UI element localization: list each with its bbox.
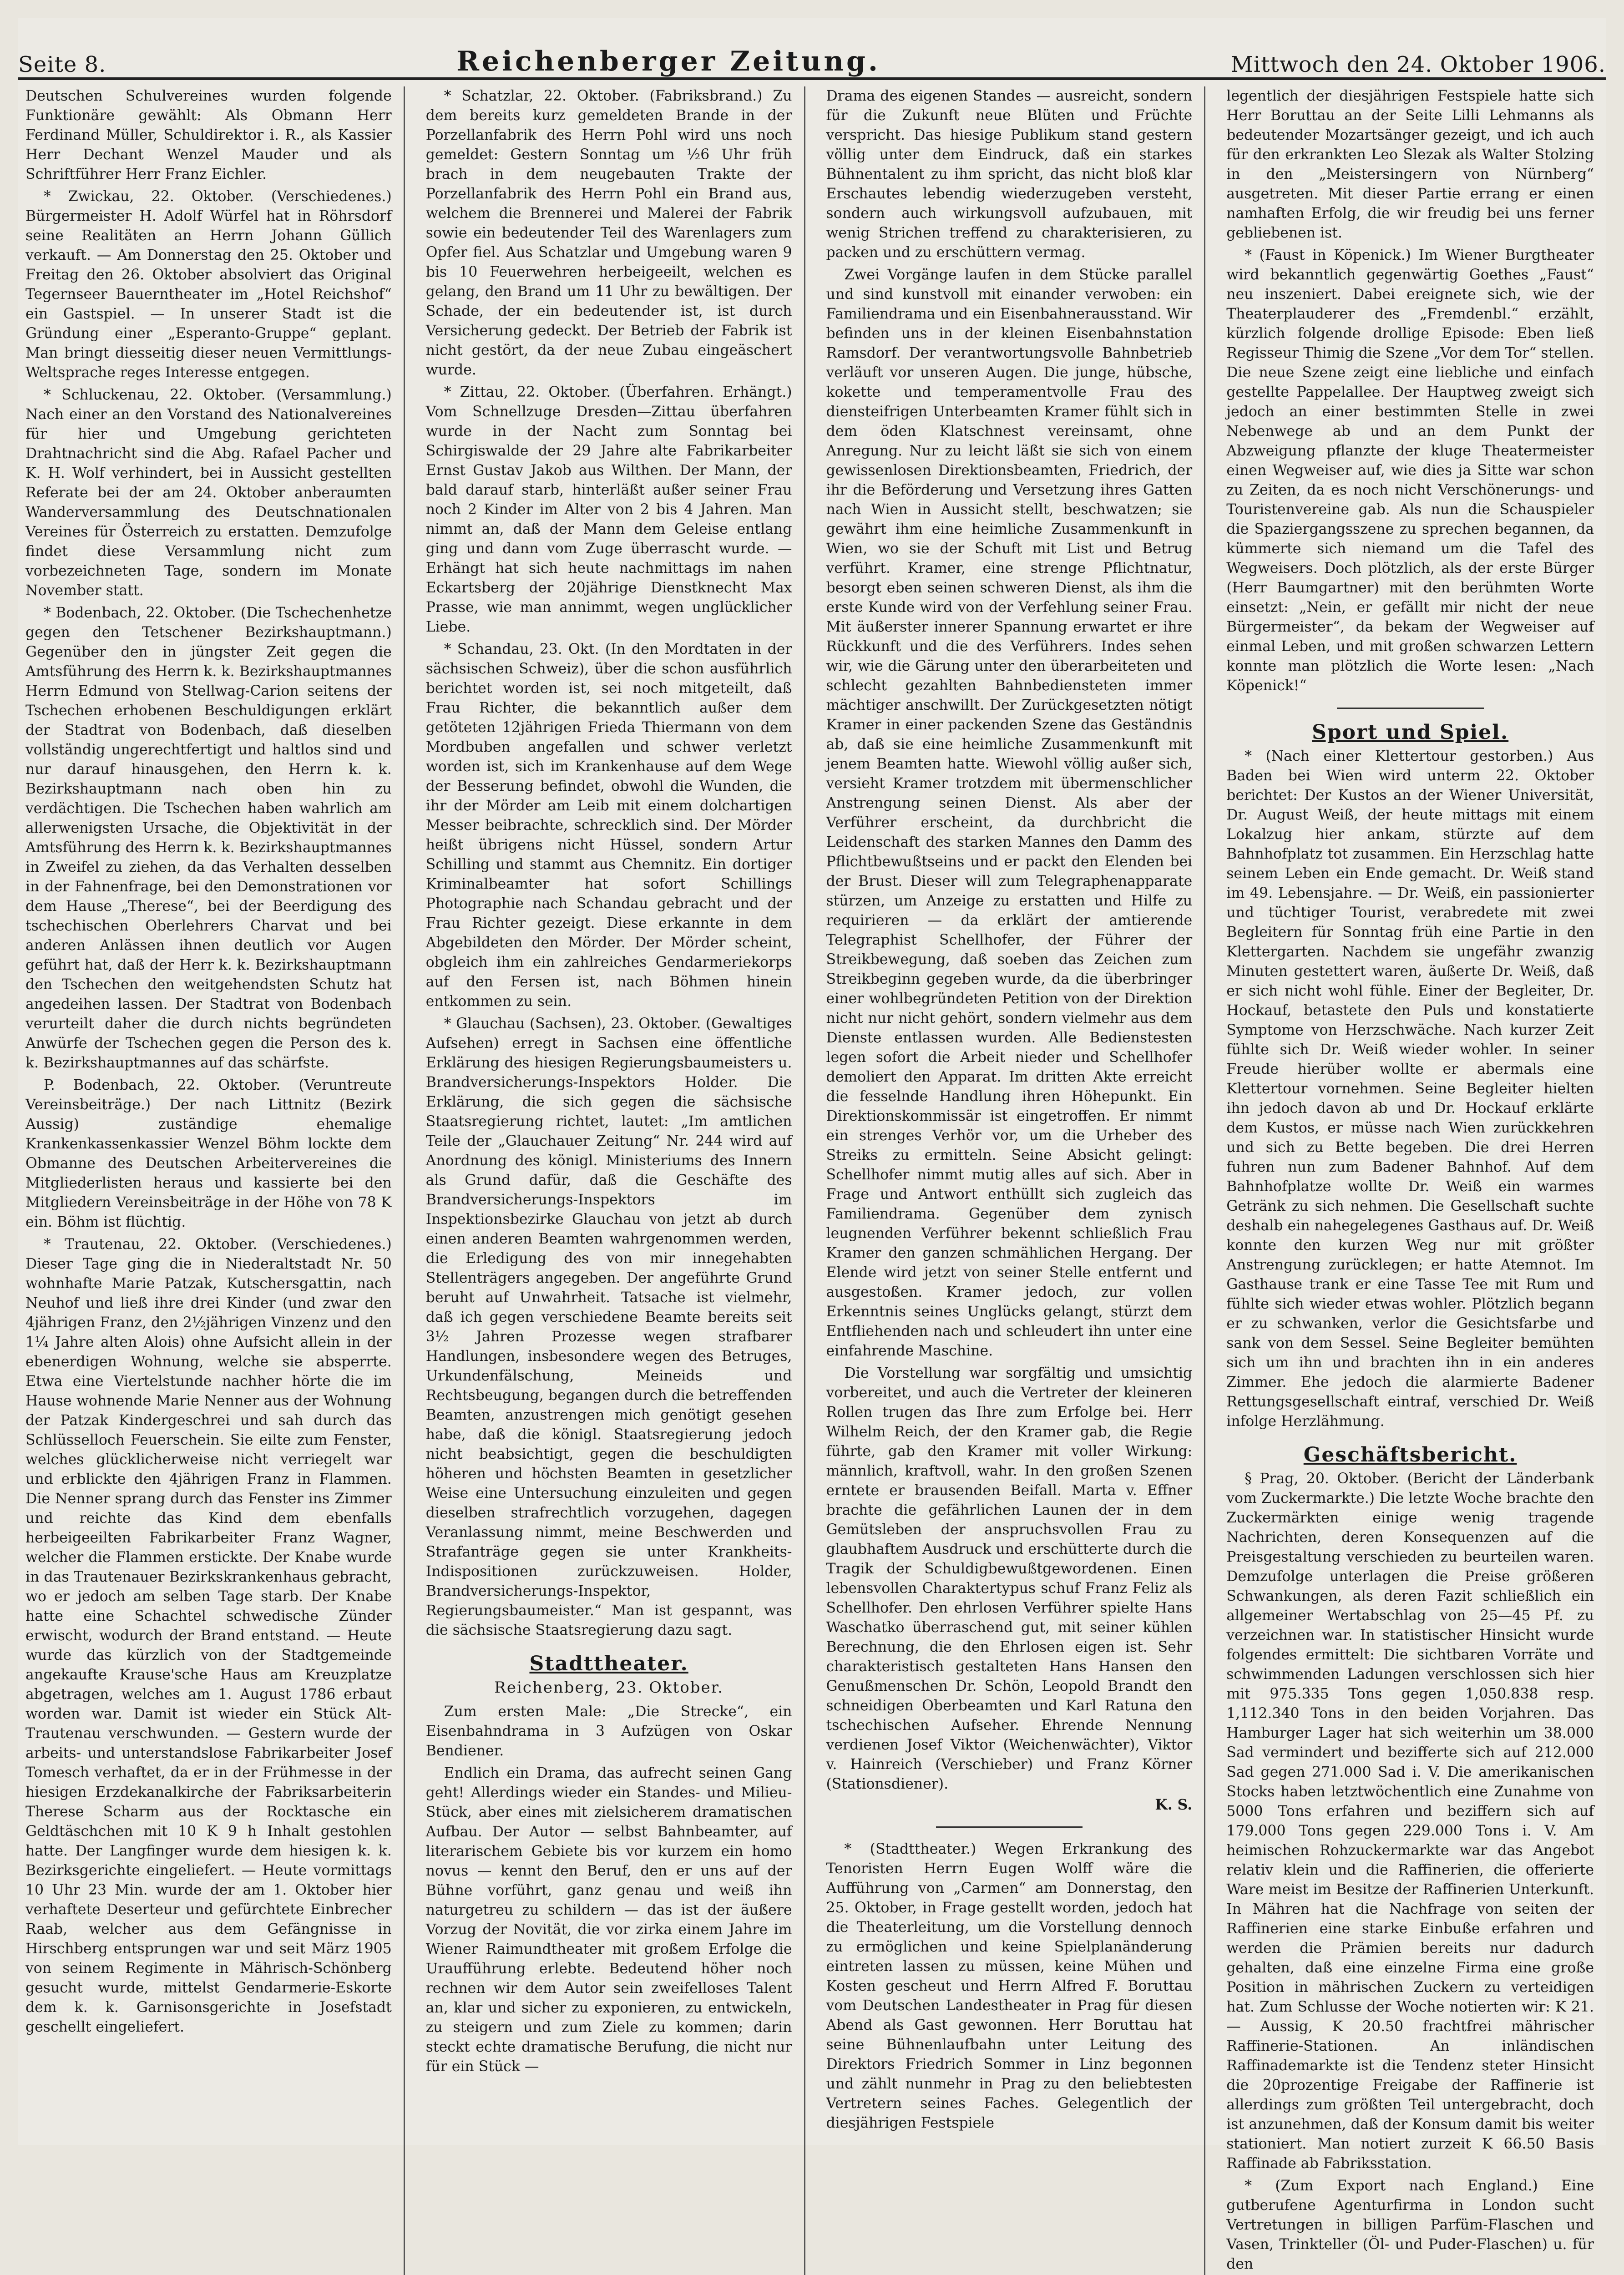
article-bodenbach-2: P. Bodenbach, 22. Oktober. (Veruntreute Vereinsbeiträge.) Der nach Littnitz (Bezirk Aussig) zuständige ehemalige Krankenkassenkassier Wenzel Böhm lockte dem Obmanne des Deutschen Arbeitervereines die Mitgliederlisten heraus und kassierte bei den Mitgliedern Vereinsbeiträge in der Höhe von 78 K ein. Böhm ist flüchtig. (25, 1077, 392, 1230)
divider (936, 1826, 1083, 1828)
page-header (18, 18, 1606, 80)
article-text: Deutschen Schulvereines wurden folgende Funktionäre gewählt: Als Obmann Herr Ferdinand Müller, Schuldirektor i. R., als Kassier Herr Dechant Wenzel Mauder und als Schriftführer Herr Franz Eichler. (25, 88, 392, 182)
article-schluckenau: * Schluckenau, 22. Oktober. (Versammlung.) Nach einer an den Vorstand des Nationalvereines für hier und Umgebung gerichteten Drahtnachricht sind die Abg. Rafael Pacher und K. H. Wolf verhindert, bei in Aussicht gestellten Referate bei der am 24. Oktober anberaumten Wanderversammlung des Deutschnationalen Vereines für Österreich zu erstatten. Demzufolge findet diese Versammlung nicht zum vorbezeichneten Tage, sondern im Monate November statt. (25, 387, 392, 599)
review-plot: Zwei Vorgänge laufen in dem Stücke parallel und sind kunstvoll mit einander verwoben: ein Familiendrama und ein Eisenbahnerausstand. Wir befinden uns in der kleinen Eisenbahnstation Ramsdorf. Der verantwortungsvolle Bahnbetrieb verläuft vor unseren Augen. Die junge, hübsche, kokette und temperamentvolle Frau des diensteifrigen Unterbeamten Kramer fühlt sich in dem öden Klatschnest vereinsamt, ohne Anregung. Nur zu leicht läßt sie sich von einem gewissenlosen Direktionsbeamten, Friedrich, der ihr die Beförderung und Versetzung ihres Gatten nach Wien in Aussicht stellt, beschwatzen; sie gewährt ihm eine heimliche Zusammenkunft in Wien, wo sie der Schuft mit List und Betrug verführt. Kramer, eine strenge Pflichtnatur, besorgt eben seinen schweren Dienst, als ihm die erste Kunde wird von der Verfehlung seiner Frau. Mit äußerster innerer Spannung erwartet er ihre Rückkunft und die des Verführers. Indes sehen wir, wie die Gärung unter den überarbeiteten und schlecht gezahlten Bahnbediensteten immer mächtiger anschwillt. Der Zurückgesetzten nötigt Kramer in einer packenden Szene das Geständnis ab, daß sie eine heimliche Zusammenkunft mit jenem Beamten hatte. Wiewohl völlig außer sich, versieht Kramer trotzdem mit übermenschlicher Anstrengung seinen Dienst. Als aber der Verführer erscheint, da durchbricht die Leidenschaft des starken Mannes den Damm des Pflichtbewußtseins und er packt den Elenden bei der Brust. Dieser will zum Telegraphenapparate stürzen, um Anzeige zu erstatten und Hilfe zu requirieren — da erklärt der amtierende Telegraphist Schellhofer, der Führer der Streikbewegung, daß soeben das Zeichen zum Streikbeginn gegeben wurde, da die überbringer einer wohlbegründeten Petition von der Direktion nicht nur nicht gehört, sondern vielmehr aus dem Dienste entlassen wurden. Alle Bedienstesten legen sofort die Arbeit nieder und Schellhofer demoliert den Apparat. Im dritten Akte erreicht die fesselnde Handlung ihren Höhepunkt. Ein Direktionskommissär ist eingetroffen. Er nimmt ein strenges Verhör vor, um die Urheber des Streiks zu ermitteln. Seine Absicht gelingt: Schellhofer nimmt mutig alles auf sich. Aber in Frage und Antwort enthüllt sich zugleich das Familiendrama. Gegenüber dem zynisch leugnenden Verführer bekennt schließlich Frau Kramer den ganzen schmählichen Hergang. Der Elende wird jetzt von seiner Stelle entfernt und ausgestoßen. Kramer jedoch, zur vollen Erkenntnis seines Unglücks gelangt, stürzt dem Entfliehenden nach und schleudert ihn unter eine einfahrende Maschine. (826, 267, 1193, 1359)
article-zittau: * Zittau, 22. Oktober. (Überfahren. Erhängt.) Vom Schnellzuge Dresden—Zittau überfahren wurde in der Nacht zum Sonntag bei Schirgiswalde der 29 Jahre alte Fabrikarbeiter Ernst Gustav Jakob aus Wilthen. Der Mann, der bald darauf starb, hinterläßt außer seiner Frau noch 2 Kinder im Alter von 2 bis 4 Jahren. Man nimmt an, daß der Mann dem Geleise entlang ging und dann vom Zuge überrascht wurde. — Erhängt hat sich heute nachmittags im nahen Eckartsberg der 20jährige Dienstknecht Max Prasse, wie man annimmt, wegen unglücklicher Liebe. (425, 384, 792, 635)
article-stadttheater: * (Stadttheater.) Wegen Erkrankung des Tenoristen Herrn Eugen Wolff wäre die Aufführung von „Carmen“ am Donnerstag, den 25. Oktober, in Frage gestellt worden, jedoch hat die Theaterleitung, um die Vorstellung dennoch zu ermöglichen und keine Spielplanänderung eintreten lassen zu müssen, keine Mühen und Kosten gescheut und Herrn Alfred F. Boruttau vom Deutschen Landestheater in Prag für diesen Abend als Gast gewonnen. Herr Boruttau hat seine Bühnenlaufbahn unter Leitung des Direktors Friedrich Sommer in Linz begonnen und zählt nunmehr in Prag zu den beliebtesten Vertretern seines Faches. Gelegentlich der diesjährigen Festspiele (826, 1841, 1193, 2131)
review-intro: Zum ersten Male: „Die Strecke“, ein Eisenbahndrama in 3 Aufzügen von Oskar Bendiener. (425, 1704, 792, 1759)
divider (1337, 708, 1484, 709)
section-subheading: Reichenberg, 23. Oktober. (494, 1678, 724, 1697)
section-heading-theater: Stadttheater. (529, 1652, 688, 1675)
article-glauchau: * Glauchau (Sachsen), 23. Oktober. (Gewaltiges Aufsehen) erregt in Sachsen eine öffentliche Erklärung des hiesigen Regierungsbaumeisters u. Brandversicherungs-Inspektors Holder. Die Erklärung, die sich gegen die sächsische Staatsregierung richtet, lautet: „Im amtlichen Teile der „Glauchauer Zeitung“ Nr. 244 wird auf Anordnung des königl. Ministeriums des Innern als Grund dafür, daß die Geschäfte des Brandversicherungs-Inspektors im Inspektionsbezirke Glauchau von jetzt ab durch einen anderen Beamten wahrgenommen werden, die Erledigung des von mir innegehabten Stellenträgers angegeben. Der angeführte Grund beruht auf Unwahrheit. Tatsache ist vielmehr, daß ich gegen verschiedene Beamte bereits seit 3½ Jahren Prozesse wegen strafbarer Handlungen, insbesondere wegen des Betruges, Urkundenfälschung, Meineids und Rechtsbeugung, begangen durch die betreffenden Beamten, anzustrengen mich genötigt gesehen habe, daß die königl. Staatsregierung jedoch nicht beabsichtigt, gegen die beschuldigten höheren und höchsten Beamten in gesetzlicher Weise eine Untersuchung einzuleiten und gegen dieselben strafrechtlich vorzugehen, dagegen Veranlassung nimmt, meine Beschwerden und Strafanträge gegen sie unter Krankheits-Indispositionen zurückzuweisen. Holder, Brandversicherungs-Inspektor, Regierungsbaumeister.“ Man ist gespannt, was die sächsische Staatsregierung dazu sagt. (425, 1016, 792, 1638)
article-zuckermarkt: § Prag, 20. Oktober. (Bericht der Länderbank vom Zuckermarkte.) Die letzte Woche brachte den Zuckermärkten einige wenig tragende Nachrichten, deren Konsequenzen auf die Preisgestaltung verschieden zu beurteilen waren. Demzufolge unterlagen die Preise größeren Schwankungen, als deren Fazit schließlich ein allgemeiner Wertabschlag von 25—45 Pf. zu verzeichnen war. In statistischer Hinsicht wurde folgendes ermittelt: Die sichtbaren Vorräte und schwimmenden Ladungen verschlossen sich hier mit 975.335 Tons gegen 1,050.838 resp. 1,112.340 Tons in den beiden Vorjahren. Das Hamburger Lager hat sich weiterhin um 38.000 Sad vermindert und bezifferte sich auf 212.000 Sad gegen 271.000 Sad i. V. Die amerikanischen Stocks haben letztwöchentlich eine Zunahme von 5000 Tons erfahren und beziffern sich auf 179.000 Tons gegen 229.000 Tons i. V. Am heimischen Rohzuckermarkte war das Angebot relativ klein und die Raffinerien, die offerierte Ware meist im Besitze der Raffinerien Unterkunft. In Mähren hat die Nachfrage von seiten der Raffinerien eine starke Einbuße erfahren und werden die Prämien bereits nur dadurch gehalten, daß eine einzelne Firma eine große Position in mährischen Zuckern zu verteidigen hat. Zum Schlusse der Woche notierten wir: K 21.— Aussig, K 20.50 frachtfrei mährischer Raffinerie-Stationen. An inländischen Raffinademarkte ist die Tendenz steter Hinsicht die 20prozentige Freigabe der Raffinerie ist allerdings zum größten Teil untergebracht, doch ist anzunehmen, daß der Konsum damit bis weiter stationiert. Man notiert zurzeit K 66.50 Basis Raffinade ab Fabriksstation. (1226, 1471, 1594, 2172)
article-export: * (Zum Export nach England.) Eine gutberufene Agenturfirma in London sucht Vertretungen in billigen Parfüm-Flaschen und Vasen, Trinkteller (Öl- und Puder-Flaschen) u. für den (1226, 2178, 1594, 2272)
column-3 (819, 86, 1206, 2275)
article-schandau: * Schandau, 23. Okt. (In den Mordtaten in der sächsischen Schweiz), über die schon ausführlich berichtet worden ist, sei noch mitgeteilt, daß Frau Richter, die bekanntlich außer dem getöteten 12jährigen Frieda Thiermann von dem Mordbuben angefallen und schwer verletzt worden ist, sich im Krankenhause auf dem Wege der Besserung befindet, obwohl die Wunden, die ihr der Mörder am Leib mit einem dolchartigen Messer beibrachte, schrecklich sind. Der Mörder heißt übrigens nicht Hüssel, sondern Artur Schilling und stammt aus Chemnitz. Ein dortiger Kriminalbeamter hat sofort Schillings Photographie nach Schandau gebracht und der Frau Richter gezeigt. Diese erkannte in dem Abgebildeten den Mörder. Der Mörder scheint, obgleich ihm ein zahlreiches Gendarmeriekorps auf den Fersen ist, nach Böhmen hinein entkommen zu sein. (425, 641, 792, 1010)
section-heading-sport: Sport und Spiel. (1312, 721, 1509, 744)
article-schatzlar: * Schatzlar, 22. Oktober. (Fabriksbrand.) Zu dem bereits kurz gemeldeten Brande in der Porzellanfabrik des Herrn Pohl wird uns noch gemeldet: Gestern Sonntag um ½6 Uhr früh brach in dem neugebauten Trakte der Porzellanfabrik des Herrn Pohl ein Brand aus, welchem die Brennerei und Malerei der Fabrik sowie ein bedeutender Teil des Warenlagers zum Opfer fiel. Aus Schatzlar und Umgebung waren 9 bis 10 Feuerwehren herbeigeeilt, welchen es gelang, den Brand um 11 Uhr zu bewältigen. Der Schade, der ein bedeutender ist, ist durch Versicherung gedeckt. Der Betrieb der Fabrik ist nicht gestört, da der neue Zubau eingeäschert wurde. (425, 88, 792, 378)
review-cast: Die Vorstellung war sorgfältig und umsichtig vorbereitet, und auch die Vertreter der kleineren Rollen trugen das Ihre zum Erfolge bei. Herr Wilhelm Reich, der den Kramer gab, die Regie führte, gab den Kramer mit voller Wirkung: männlich, kraftvoll, wahr. In den großen Szenen erntete er brausenden Beifall. Marta v. Effner brachte die gefährlichen Launen der in dem Gemütsleben der anspruchsvollen Frau zu glaubhaftem Ausdruck und erschütterte durch die Tragik der Schuldigbewußtgewordenen. Einen lebensvollen Charaktertypus schuf Franz Feliz als Schellhofer. Den ehrlosen Verführer spielte Hans Waschatko überraschend gut, mit seiner kühlen Berechnung, die den Ehrlosen eigen ist. Sehr charakteristisch gestalteten Hans Hansen den Genußmenschen Dr. Schön, Leopold Brandt den schneidigen Oberbeamten und Karl Ratuna den tschechischen Aufseher. Ehrende Nennung verdienen Josef Viktor (Weichenwächter), Viktor v. Hainreich (Verschieber) und Franz Körner (Stationsdiener). (826, 1365, 1193, 1792)
article-text-cont: legentlich der diesjährigen Festspiele hatte sich Herr Boruttau an der Seite Lilli Lehmanns als bedeutender Mozartsänger gezeigt, und ich auch für den erkrankten Leo Slezak als Walter Stolzing in den „Meistersingern von Nürnberg“ ausgetreten. Mit dieser Partie errang er einen namhaften Erfolg, die wir freudig bei uns ferner gebliebenen ist. (1226, 88, 1594, 241)
article-bodenbach: * Bodenbach, 22. Oktober. (Die Tschechenhetze gegen den Tetschener Bezirkshauptmann.) Gegenüber den in jüngster Zeit gegen die Amtsführung des Herrn k. k. Bezirkshauptmannes Herrn Edmund von Stellwag-Carion seitens der Tschechen erhobenen Beschuldigungen erklärt der Stadtrat von Bodenbach, daß dieselben vollständig ungerechtfertigt und haltlos sind und nur darauf hinausgehen, den Herrn k. k. Bezirkshauptmann nach oben hin zu verdächtigen. Die Tschechen haben wahrlich am allerwenigsten Ursache, die Objektivität in der Amtsführung des Herrn k. k. Bezirkshauptmannes in Zweifel zu ziehen, da das Verhalten desselben in der Fahnenfrage, bei den Demonstrationen vor dem Hause „Therese“, bei der Beerdigung des tschechischen Oberlehrers Charvat und bei anderen Anlässen ihnen deutlich vor Augen geführt hat, daß der Herr k. k. Bezirkshauptmann den Tschechen den weitgehendsten Schutz hat angedeihen lassen. Der Stadtrat von Bodenbach verurteilt daher die durch nichts begründeten Anwürfe der Tschechen gegen die Person des k. k. Bezirkshauptmannes auf das schärfste. (25, 605, 392, 1071)
article-klettertour: * (Nach einer Klettertour gestorben.) Aus Baden bei Wien wird unterm 22. Oktober berichtet: Der Kustos an der Wiener Universität, Dr. August Weiß, der heute mittags mit einem Lokalzug hier ankam, stürzte auf dem Bahnhofplatz tot zusammen. Ein Herzschlag hatte seinem Leben ein Ende gemacht. Dr. Weiß stand im 49. Lebensjahre. — Dr. Weiß, ein passionierter und tüchtiger Tourist, verabredete mit zwei Begleitern für Sonntag früh eine Partie in den Klettergarten. Nachdem sie ungefähr zwanzig Minuten gestettert waren, äußerte Dr. Weiß, daß er sich nicht wohl fühle. Einer der Begleiter, Dr. Hockauf, betastete den Puls und konstatierte Symptome von Herzschwäche. Nach kurzer Zeit fühlte sich Dr. Weiß wieder wohler. In seiner Freude hierüber wollte er abermals eine Klettertour vornehmen. Seine Begleiter hielten ihn jedoch davon ab und Dr. Hockauf erklärte dem Kustos, er müsse nach Wien zurückkehren und sich zu Bette begeben. Die drei Herren fuhren nun zum Badener Bahnhof. Auf dem Bahnhofplatze wollte Dr. Weiß ein warmes Getränk zu sich nehmen. Die Gesellschaft suchte deshalb ein nahegelegenes Gasthaus auf. Dr. Weiß konnte den kurzen Weg nur mit größter Anstrengung zurücklegen; er hatte Atemnot. Im Gasthause trank er eine Tasse Tee mit Rum und fühlte sich wieder etwas wohler. Plötzlich begann er zu schwanken, verlor die Gesichtsfarbe und sank von dem Sessel. Seine Begleiter bemühten sich um ihn und brachten ihn in ein anderes Zimmer. Ehe jedoch die alarmierte Badener Rettungsgesellschaft eintraf, verschied Dr. Weiß infolge Herzlähmung. (1226, 748, 1594, 1430)
review-text-cont: Drama des eigenen Standes — ausreicht, sondern für die Zukunft neue Blüten und Früchte verspricht. Das hiesige Publikum stand gestern völlig unter dem Eindruck, daß ein starkes Bühnentalent zu ihm spricht, das nicht bloß klar Erschautes lebendig wiederzugeben versteht, sondern auch wirkungsvoll aufzubauen, mit wenig Strichen treffend zu charakterisieren, zu packen und zu erschüttern vermag. (826, 88, 1193, 261)
section-heading-business: Geschäftsbericht. (1303, 1443, 1517, 1466)
masthead: Reichenberger Zeitung. (456, 46, 880, 77)
issue-date: Mittwoch den 24. Oktober 1906. (1230, 52, 1606, 77)
review-text: Endlich ein Drama, das aufrecht seinen Gang geht! Allerdings wieder ein Standes- und Milieu-Stück, aber eines mit zielsicherem dramatischen Aufbau. Der Autor — selbst Bahnbeamter, auf literarischem Gebiete bis vor kurzem ein homo novus — kennt den Beruf, den er uns auf der Bühne vorführt, ganz genau und weiß ihn naturgetreu zu schildern — das ist der äußere Vorzug der Novität, die vor zirka einem Jahre im Wiener Raimundtheater mit großem Erfolge die Uraufführung erlebte. Bedeutend höher noch rechnen wir dem Autor sein zweifelloses Talent an, klar und sicher zu exponieren, zu entwickeln, zu steigern und zum Ziele zu kommen; darin steckt echte dramatische Berufung, die nicht nur für ein Stück — (425, 1765, 792, 2075)
article-zwickau: * Zwickau, 22. Oktober. (Verschiedenes.) Bürgermeister H. Adolf Würfel hat in Röhrsdorf seine Realitäten an Herrn Johann Güllich verkauft. — Am Donnerstag den 25. Oktober und Freitag den 26. Oktober absolviert das Original Tegernseer Bauerntheater im „Hotel Reichshof“ ein Gastspiel. — In unserer Stadt ist die Gründung einer „Esperanto-Gruppe“ geplant. Man bringt diesseitig dieser neuen Vermittlungs-Weltsprache reges Interesse entgegen. (25, 188, 392, 381)
column-4 (1219, 86, 1606, 2275)
article-columns (18, 86, 1606, 2272)
review-signature: K. S. (1155, 1796, 1193, 1813)
column-1 (18, 86, 405, 2275)
page-number: Seite 8. (18, 52, 106, 77)
article-faust: * (Faust in Köpenick.) Im Wiener Burgtheater wird bekanntlich gegenwärtig Goethes „Faust“ neu inszeniert. Dabei ereignete sich, wie der Theaterplauderer des „Fremdenbl.“ erzählt, kürzlich folgende drollige Episode: Eben ließ Regisseur Thimig die Szene „Vor dem Tor“ stellen. Die neue Szene zeigt eine liebliche und einfach gestellte Pappelallee. Der Hauptweg zweigt sich jedoch an einer bestimmten Stelle in zwei Nebenwege ab und an dem Punkt der Abzweigung pflanzte der kluge Theatermeister einen Wegweiser auf, wie dies ja Sitte war schon zu Zeiten, da es noch nicht Verschönerungs- und Touristenvereine gab. Als nun die Schauspieler die Spaziergangsszene zu sprechen begannen, da kümmerte sich niemand um die Tafel des Wegweisers. Doch plötzlich, als der erste Bürger (Herr Baumgartner) mit den berühmten Worte einsetzt: „Nein, er gefällt mir nicht der neue Bürgermeister“, da bekam der Wegweiser auf einmal Leben, und mit großen schwarzen Lettern konnte man plötzlich die Worte lesen: „Nach Köpenick!“ (1226, 247, 1594, 694)
article-trautenau: * Trautenau, 22. Oktober. (Verschiedenes.) Dieser Tage ging die in Niederaltstadt Nr. 50 wohnhafte Marie Patzak, Kutschersgattin, nach Neuhof und ließ ihre drei Kinder (und zwar den 4jährigen Franz, den 2½jährigen Vinzenz und den 1¼ Jahre alten Alois) ohne Aufsicht allein in der ebenerdigen Wohnung, welche sie absperrte. Etwa eine Viertelstunde nachher hörte die im Hause wohnende Marie Nenner aus der Wohnung der Patzak Kindergeschrei und sah durch das Schlüsselloch Feuerschein. Sie eilte zum Fenster, welches glücklicherweise nicht verriegelt war und erblickte den 4jährigen Franz in Flammen. Die Nenner sprang durch das Fenster ins Zimmer und reichte das Kind dem ebenfalls herbeigeeilten Fabrikarbeiter Franz Wagner, welcher die Flammen erstickte. Der Knabe wurde in das Trautenauer Bezirkskrankenhaus gebracht, wo er jedoch am selben Tage starb. Der Knabe hatte eine Schachtel schwedische Zünder erwischt, wodurch der Brand entstand. — Heute wurde das kürzlich von der Stadtgemeinde angekaufte Krause'sche Haus am Kreuzplatze abgetragen, welches am 1. August 1786 erbaut worden war. Damit ist wieder ein Stück Alt-Trautenau verschwunden. — Gestern wurde der arbeits- und unterstandslose Fabrikarbeiter Josef Tomesch verhaftet, da er in der Frühmesse in der hiesigen Erzdekanalkirche der Fabriksarbeiterin Therese Scharm aus der Rocktasche ein Geldtäschchen mit 10 K 9 h Inhalt gestohlen hatte. Der Langfinger wurde dem hiesigen k. k. Bezirksgerichte eingeliefert. — Heute vormittags 10 Uhr 23 Min. wurde der am 1. Oktober hier verhaftete Deserteur und gefürchtete Einbrecher Raab, welcher aus dem Gefängnisse in Hirschberg entsprungen war und seit März 1905 von seinem Regimente in Mährisch-Schönberg gesucht wurde, mittelst Gendarmerie-Eskorte dem k. k. Garnisonsgerichte in Josefstadt geschellt eingeliefert. (25, 1236, 392, 2035)
column-2 (419, 86, 805, 2275)
